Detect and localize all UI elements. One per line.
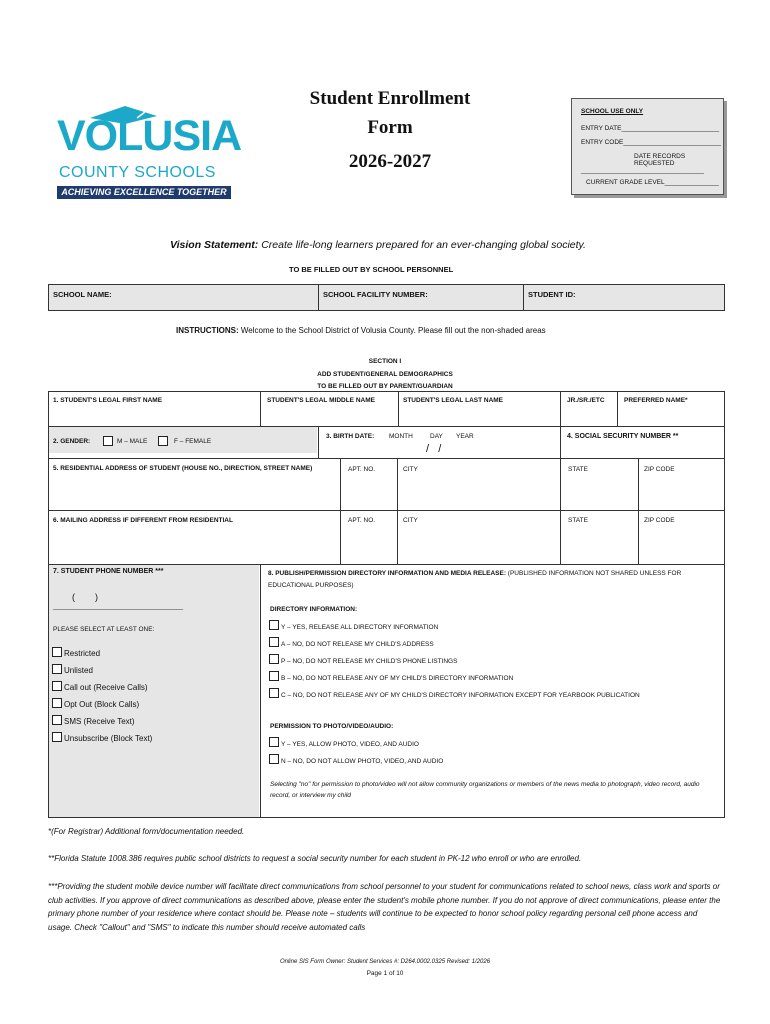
birth-year-label: YEAR	[456, 433, 474, 440]
date-records-requested: DATE RECORDS REQUESTED	[634, 153, 686, 167]
gender-label: 2. GENDER:	[53, 438, 91, 445]
blank-line[interactable]: __________________________________	[581, 167, 704, 174]
option-label: Y – YES, RELEASE ALL DIRECTORY INFORMATION	[281, 624, 439, 631]
logo-tagline: ACHIEVING EXCELLENCE TOGETHER	[57, 186, 231, 199]
option-label: C – NO, DO NOT RELEASE ANY OF MY CHILD'S DIRECTORY INFORMATION EXCEPT FOR YEARBOOK PUBLICATION	[281, 692, 640, 699]
permission-no-checkbox[interactable]	[269, 754, 279, 764]
grade-level-field[interactable]: CURRENT GRADE LEVEL_______________	[586, 179, 719, 186]
directory-c-checkbox[interactable]	[269, 688, 279, 698]
birth-day-label: DAY	[430, 433, 443, 440]
middle-name-label: STUDENT'S LEGAL MIDDLE NAME	[267, 397, 375, 404]
directory-option[interactable]	[269, 653, 640, 670]
call-out-checkbox[interactable]	[52, 681, 62, 691]
ssn-label: 4. SOCIAL SECURITY NUMBER **	[567, 433, 679, 440]
permission-option[interactable]	[269, 753, 443, 770]
directory-option[interactable]	[269, 636, 640, 653]
logo-county-schools: COUNTY SCHOOLS	[59, 164, 216, 181]
birth-date-slashes[interactable]: / /	[426, 443, 442, 455]
phone-option[interactable]	[52, 679, 152, 696]
phone-option[interactable]	[52, 696, 152, 713]
personnel-heading: TO BE FILLED OUT BY SCHOOL PERSONNEL	[289, 265, 454, 274]
phone-label: 7. STUDENT PHONE NUMBER ***	[53, 568, 164, 575]
mailing-state-label: STATE	[568, 517, 588, 524]
option-label: B – NO, DO NOT RELEASE ANY OF MY CHILD'S DIRECTORY INFORMATION	[281, 675, 514, 682]
residential-apt-label: APT. NO.	[348, 466, 376, 473]
option-label: Unsubscribe (Block Text)	[64, 734, 153, 743]
directory-option[interactable]	[269, 670, 640, 687]
residential-zip-label: ZIP CODE	[644, 466, 675, 473]
directory-a-checkbox[interactable]	[269, 637, 279, 647]
phone-option[interactable]	[52, 713, 152, 730]
vision-label: Vision Statement:	[170, 239, 259, 251]
directory-p-checkbox[interactable]	[269, 654, 279, 664]
facility-number-label: SCHOOL FACILITY NUMBER:	[323, 290, 428, 299]
mailing-zip-label: ZIP CODE	[644, 517, 675, 524]
permission-heading: PERMISSION TO PHOTO/VIDEO/AUDIO:	[270, 723, 394, 730]
section-number: SECTION I	[368, 358, 402, 365]
form-year: 2026-2027	[348, 151, 432, 172]
school-use-box	[571, 98, 724, 195]
vision-text: Create life-long learners prepared for an ever-changing global society.	[258, 239, 586, 251]
gender-female-checkbox[interactable]	[158, 436, 168, 446]
unsubscribe-checkbox[interactable]	[52, 732, 62, 742]
sms-checkbox[interactable]	[52, 715, 62, 725]
last-name-label: STUDENT'S LEGAL LAST NAME	[403, 397, 504, 404]
instructions-text: Welcome to the School District of Volusia County. Please fill out the non-shaded areas	[238, 326, 546, 335]
gender-male-checkbox[interactable]	[103, 436, 113, 446]
phone-option[interactable]	[52, 730, 152, 747]
entry-code-field[interactable]: ENTRY CODE___________________________	[581, 139, 721, 146]
option-label: A – NO, DO NOT RELEASE MY CHILD'S ADDRESS	[281, 641, 434, 648]
mailing-city-label: CITY	[403, 517, 418, 524]
opt-out-checkbox[interactable]	[52, 698, 62, 708]
phone-option[interactable]	[52, 645, 152, 662]
option-label: SMS (Receive Text)	[64, 717, 135, 726]
mailing-address-label: 6. MAILING ADDRESS IF DIFFERENT FROM RESIDENTIAL	[53, 517, 233, 524]
select-one-label: PLEASE SELECT AT LEAST ONE:	[53, 626, 155, 633]
footnote-ssn: **Florida Statute 1008.386 requires public school districts to request a social security number for each student in PK-12 who enroll or who are enrolled.	[48, 854, 582, 863]
option-label: Unlisted	[64, 666, 93, 675]
gender-male-label: M – MALE	[117, 438, 148, 445]
form-title-line1: Student Enrollment	[309, 88, 471, 109]
directory-option[interactable]	[269, 687, 640, 704]
directory-note-2: EDUCATIONAL PURPOSES)	[268, 582, 354, 589]
option-label: Restricted	[64, 649, 101, 658]
residential-state-label: STATE	[568, 466, 588, 473]
residential-city-label: CITY	[403, 466, 418, 473]
phone-number-line[interactable]: ____________________________________	[53, 603, 184, 610]
phone-option[interactable]	[52, 662, 152, 679]
gender-female-label: F – FEMALE	[174, 438, 212, 445]
first-name-label: 1. STUDENT'S LEGAL FIRST NAME	[53, 397, 163, 404]
suffix-label: JR./SR./ETC	[567, 397, 605, 404]
permission-yes-checkbox[interactable]	[269, 737, 279, 747]
logo-volusia: VOLUSIA	[57, 112, 242, 160]
section-subtitle: TO BE FILLED OUT BY PARENT/GUARDIAN	[317, 383, 453, 390]
instructions-label: INSTRUCTIONS:	[176, 326, 239, 335]
instructions	[176, 326, 546, 335]
school-name-label: SCHOOL NAME:	[53, 290, 112, 299]
section-title: ADD STUDENT/GENERAL DEMOGRAPHICS	[317, 370, 453, 378]
permission-option[interactable]	[269, 736, 443, 753]
phone-area-code[interactable]: ( )	[72, 592, 98, 602]
footnote-registrar: *(For Registrar) Additional form/documentation needed.	[48, 827, 245, 836]
entry-date-field[interactable]: ENTRY DATE___________________________	[581, 125, 720, 132]
option-label: P – NO, DO NOT RELEASE MY CHILD'S PHONE LISTINGS	[281, 658, 458, 665]
option-label: Y – YES, ALLOW PHOTO, VIDEO, AND AUDIO	[281, 741, 419, 748]
form-title-line2: Form	[367, 117, 413, 138]
page-number: Page 1 of 10	[366, 970, 404, 977]
option-label: N – NO, DO NOT ALLOW PHOTO, VIDEO, AND AUDIO	[281, 758, 444, 765]
option-label: Call out (Receive Calls)	[64, 683, 148, 692]
directory-option[interactable]	[269, 619, 640, 636]
district-logo	[55, 104, 242, 204]
residential-address-label: 5. RESIDENTIAL ADDRESS OF STUDENT (HOUSE NO., DIRECTION, STREET NAME)	[53, 465, 313, 472]
birth-date-label: 3. BIRTH DATE:	[326, 433, 375, 440]
vision-statement	[170, 239, 586, 251]
unlisted-checkbox[interactable]	[52, 664, 62, 674]
footnote-phone: ***Providing the student mobile device number will facilitate direct communications from school personnel to your student for communications related to school news, class work and sports or club activities. If you approve of direct communications as described above, please enter the student's mobile phone number. If you do not approve of direct communications, please enter the primary phone number of your residence where contact should be. Please note – students will continue to be expected to honor school policy regarding personal cell phone access and usage. Check "Callout" and "SMS" to indicate this number should receive automated calls	[48, 882, 721, 932]
directory-info-heading: DIRECTORY INFORMATION:	[270, 606, 358, 613]
directory-y-checkbox[interactable]	[269, 620, 279, 630]
school-use-heading: SCHOOL USE ONLY	[581, 108, 644, 115]
mailing-apt-label: APT. NO.	[348, 517, 376, 524]
directory-label: 8. PUBLISH/PERMISSION DIRECTORY INFORMATION AND MEDIA RELEASE:	[268, 570, 506, 577]
directory-note: (PUBLISHED INFORMATION NOT SHARED UNLESS FOR	[506, 570, 682, 577]
directory-b-checkbox[interactable]	[269, 671, 279, 681]
directory-heading	[268, 568, 720, 592]
footer-owner: Online SIS Form Owner: Student Services #: D264.0002.0325 Revised: 1/2026	[279, 959, 491, 965]
preferred-name-label: PREFERRED NAME*	[624, 397, 688, 404]
student-id-label: STUDENT ID:	[528, 290, 576, 299]
restricted-checkbox[interactable]	[52, 647, 62, 657]
birth-month-label: MONTH	[389, 433, 413, 440]
permission-note: Selecting "no" for permission to photo/video will not allow community organizations or members of the news media to photograph, video record, audio record, or interview my child	[270, 781, 700, 799]
option-label: Opt Out (Block Calls)	[64, 700, 140, 709]
